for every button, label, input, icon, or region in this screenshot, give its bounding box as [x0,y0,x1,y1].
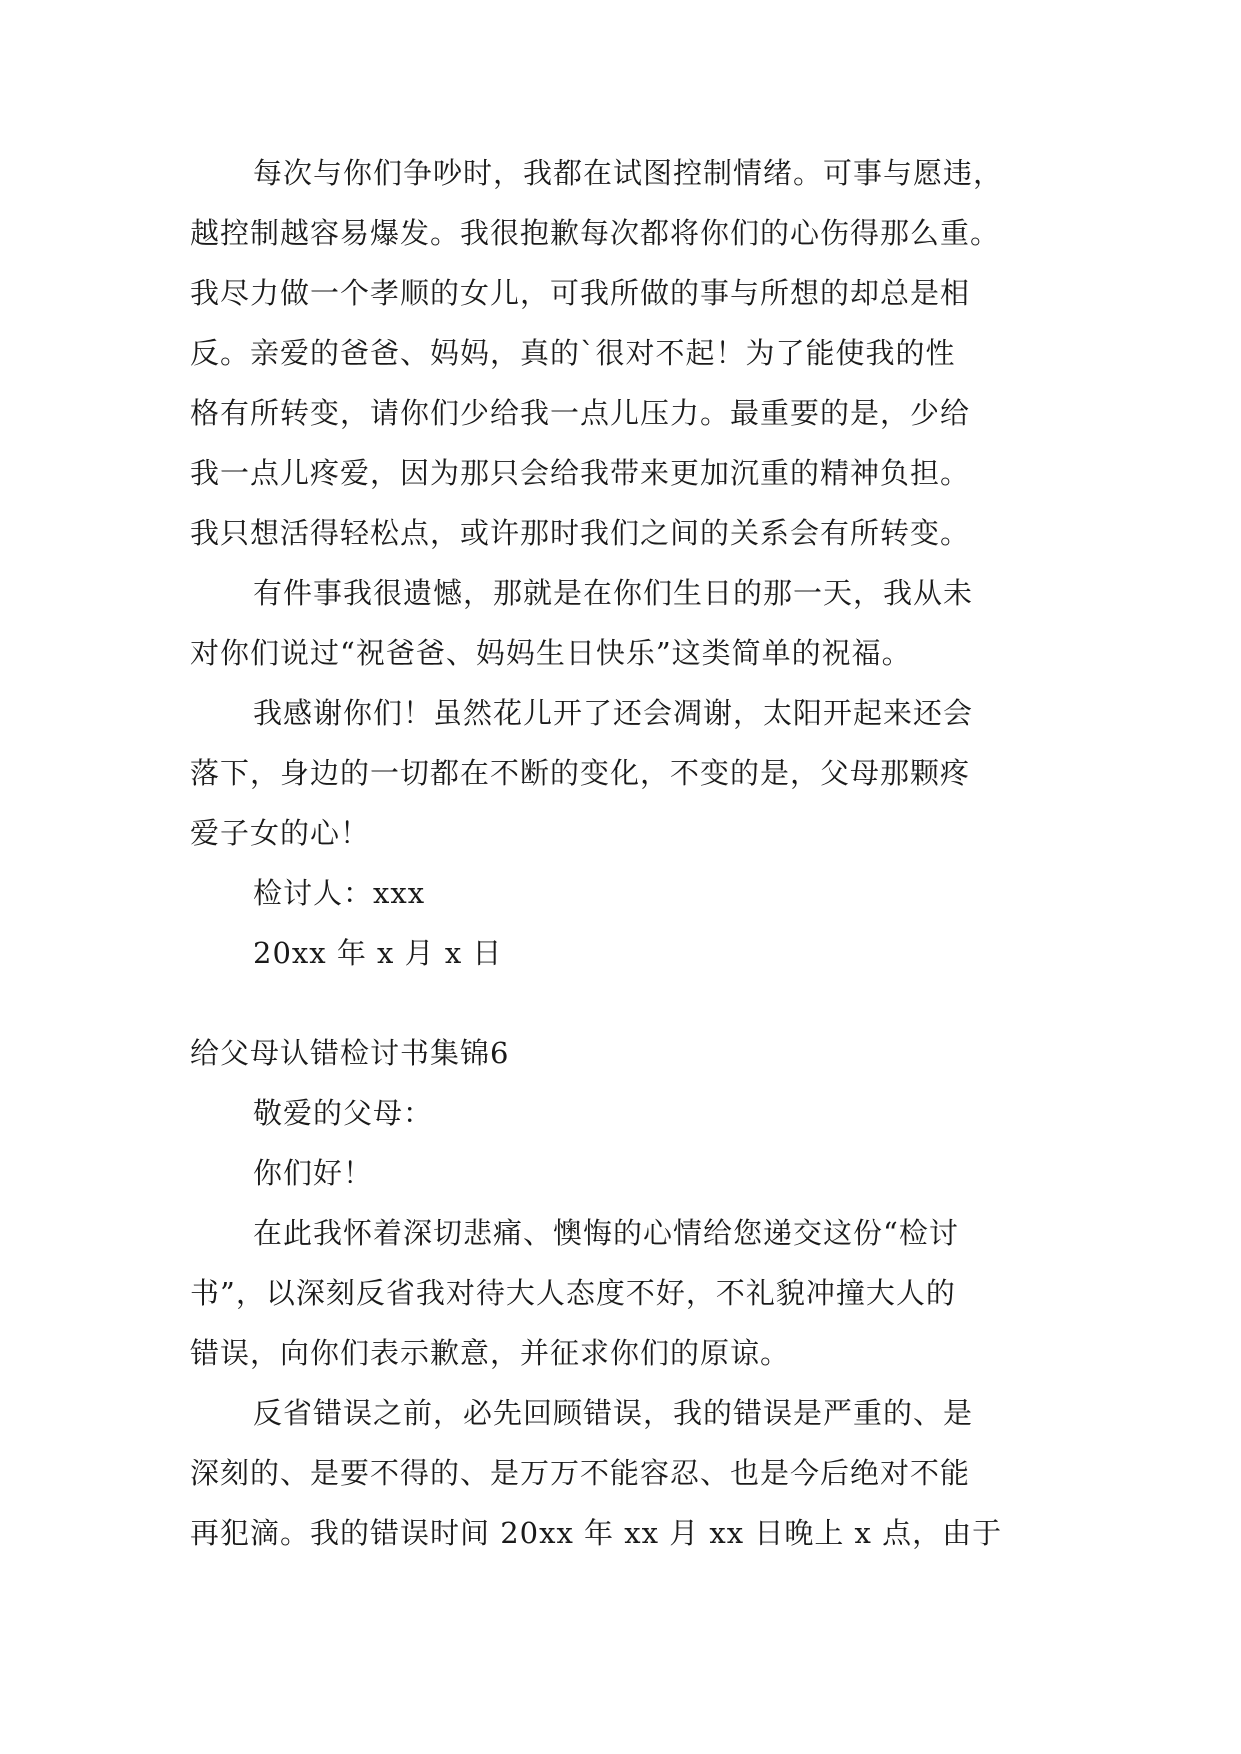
paragraph-line: 越控制越容易爆发。我很抱歉每次都将你们的心伤得那么重。 [190,216,1001,250]
paragraph-line: 爱子女的心！ [190,816,371,850]
paragraph-line: 我尽力做一个孝顺的女儿，可我所做的事与所想的却总是相 [190,276,971,310]
paragraph-line: 反省错误之前，必先回顾错误，我的错误是严重的、是 [253,1396,974,1430]
paragraph-line: 深刻的、是要不得的、是万万不能容忍、也是今后绝对不能 [190,1456,971,1490]
greeting: 你们好！ [253,1156,374,1190]
signature-line: 检讨人：xxx [253,876,426,910]
date-line: 20xx 年 x 月 x 日 [253,936,503,970]
paragraph-line: 再犯滴。我的错误时间 20xx 年 xx 月 xx 日晚上 x 点，由于 [190,1516,1003,1550]
paragraph-line: 在此我怀着深切悲痛、懊悔的心情给您递交这份“检讨 [253,1216,959,1250]
paragraph-line: 我一点儿疼爱，因为那只会给我带来更加沉重的精神负担。 [190,456,971,490]
paragraph-line: 错误，向你们表示歉意，并征求你们的原谅。 [190,1336,791,1370]
paragraph-line: 每次与你们争吵时，我都在试图控制情绪。可事与愿违， [253,156,1004,190]
salutation: 敬爱的父母： [253,1096,434,1130]
paragraph-line: 落下，身边的一切都在不断的变化，不变的是，父母那颗疼 [190,756,971,790]
paragraph-line: 反。亲爱的爸爸、妈妈，真的`很对不起！为了能使我的性 [190,336,956,370]
paragraph-line: 对你们说过“祝爸爸、妈妈生日快乐”这类简单的祝福。 [190,636,912,670]
paragraph-line: 我感谢你们！虽然花儿开了还会凋谢，太阳开起来还会 [253,696,974,730]
paragraph-line: 格有所转变，请你们少给我一点儿压力。最重要的是，少给 [190,396,971,430]
paragraph-line: 书”，以深刻反省我对待大人态度不好，不礼貌冲撞大人的 [190,1276,956,1310]
paragraph-line: 有件事我很遗憾，那就是在你们生日的那一天，我从未 [253,576,974,610]
section-title: 给父母认错检讨书集锦6 [190,1036,510,1070]
paragraph-line: 我只想活得轻松点，或许那时我们之间的关系会有所转变。 [190,516,971,550]
